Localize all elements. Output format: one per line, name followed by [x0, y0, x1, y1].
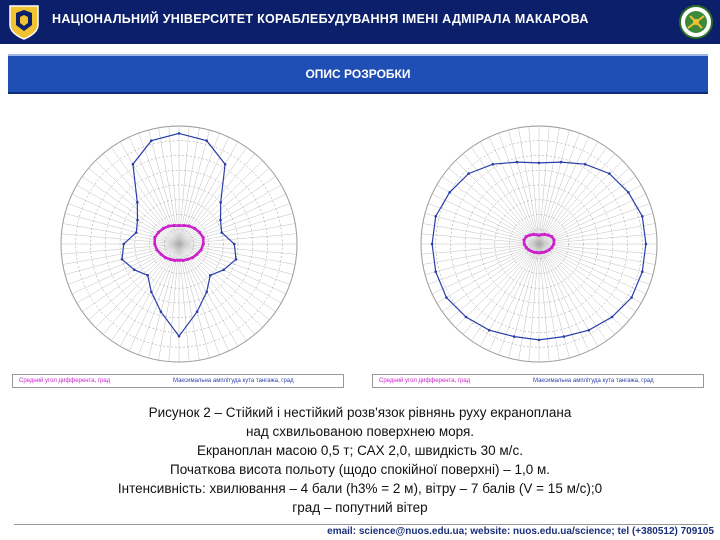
- series-max-point: [465, 316, 468, 319]
- series-max-point: [233, 243, 236, 246]
- series-max-point: [445, 296, 448, 299]
- series-mean-point: [164, 256, 167, 259]
- series-max-point: [219, 201, 222, 204]
- grid-spoke: [432, 244, 539, 294]
- figure-caption: [10, 403, 710, 517]
- series-max-point: [136, 219, 139, 222]
- series-mean-point: [527, 248, 530, 251]
- series-mean-point: [532, 233, 535, 236]
- series-max-point: [122, 243, 125, 246]
- header-bar: [0, 0, 720, 44]
- series-max-point: [205, 139, 208, 142]
- series-max-point: [220, 231, 223, 234]
- series-mean-point: [202, 242, 205, 245]
- series-max-point: [645, 243, 648, 246]
- grid-spoke: [539, 204, 650, 244]
- series-mean-point: [550, 235, 553, 238]
- series-max-point: [146, 274, 149, 277]
- series-max-point: [448, 191, 451, 194]
- series-max-point: [222, 269, 225, 272]
- series-max-point: [563, 335, 566, 338]
- grid-spoke: [539, 126, 549, 244]
- header-title: НАЦІОНАЛЬНИЙ УНІВЕРСИТЕТ КОРАБЛЕБУДУВАННЯ ІМЕНІ АДМІРАЛА МАКАРОВА: [52, 12, 589, 26]
- series-mean-point: [540, 233, 543, 236]
- series-mean-point: [162, 227, 165, 230]
- grid-spoke: [428, 204, 539, 244]
- grid-spoke: [499, 133, 539, 244]
- series-mean-point: [177, 259, 180, 262]
- grid-spoke: [179, 194, 286, 244]
- chart-legend-left: [12, 374, 344, 388]
- grid-spoke: [421, 234, 539, 244]
- series-mean-point: [525, 235, 528, 238]
- series-max-point: [160, 310, 163, 313]
- series-mean-point: [543, 233, 546, 236]
- series-max-point: [136, 201, 139, 204]
- series-mean-point: [530, 250, 533, 253]
- footer: [0, 524, 720, 540]
- series-mean-point: [535, 233, 538, 236]
- series-max-point: [488, 329, 491, 332]
- grid-spoke: [425, 244, 539, 275]
- series-max-point: [121, 258, 124, 261]
- series-max-point: [584, 163, 587, 166]
- grid-spoke: [539, 194, 646, 244]
- university-emblem-icon: [6, 3, 42, 41]
- series-mean-point: [548, 248, 551, 251]
- series-mean-point: [195, 253, 198, 256]
- series-max-point: [150, 291, 153, 294]
- series-max-point: [641, 270, 644, 273]
- series-max-point: [611, 316, 614, 319]
- series-max-point: [630, 296, 633, 299]
- footer-contacts: email: science@nuos.edu.ua; website: nuos.edu.ua/science; tel (+380512) 709105: [327, 526, 714, 537]
- grid-spoke: [539, 244, 579, 355]
- caption-line: Рисунок 2 – Стійкий і нестійкий розв'язок рівнянь руху екраноплана: [148, 405, 572, 420]
- series-max-point: [492, 163, 495, 166]
- series-mean-point: [191, 256, 194, 259]
- grid-spoke: [539, 130, 570, 244]
- grid-spoke: [539, 244, 653, 275]
- series-mean-point: [525, 246, 528, 249]
- grid-spoke: [529, 126, 539, 244]
- series-max-point: [235, 258, 238, 261]
- series-max-point: [205, 291, 208, 294]
- section-band: [8, 54, 708, 94]
- polar-chart-right-svg: [372, 116, 706, 374]
- series-max-point: [434, 215, 437, 218]
- series-max-point: [224, 163, 227, 166]
- grid-spoke: [489, 244, 539, 351]
- series-mean-point: [188, 225, 191, 228]
- series-mean-point: [177, 224, 180, 227]
- series-max-point: [132, 163, 135, 166]
- series-max-point: [178, 132, 181, 135]
- grid-spoke: [539, 244, 549, 362]
- grid-spoke: [539, 244, 650, 284]
- series-max-point: [608, 172, 611, 175]
- series-max-point: [431, 243, 434, 246]
- series-max-point: [588, 329, 591, 332]
- series-mean-point: [200, 248, 203, 251]
- grid-spoke: [508, 244, 539, 358]
- series-max-point: [641, 215, 644, 218]
- footer-divider: [14, 524, 708, 525]
- grid-spoke: [539, 213, 653, 244]
- series-max-point: [219, 219, 222, 222]
- grid-spoke: [428, 244, 539, 284]
- series-mean-point: [167, 225, 170, 228]
- series-max-point: [513, 335, 516, 338]
- legend-max-right: Максимальна амплітуда кута тангажа, град: [533, 378, 654, 384]
- series-max-point: [178, 335, 181, 338]
- science-emblem-icon: [678, 3, 714, 41]
- series-mean-point: [523, 242, 526, 245]
- series-max-point: [538, 339, 541, 342]
- series-max-point: [516, 161, 519, 164]
- caption-line: Інтенсивність: хвилювання – 4 бали (h3% = 2 м), вітру – 7 балів (V = 15 м/с);0: [117, 481, 603, 496]
- grid-spoke: [179, 204, 290, 244]
- grid-spoke: [508, 130, 539, 244]
- caption-line: Екраноплан масою 0,5 т; САХ 2,0, швидкість 30 м/с.: [197, 443, 523, 458]
- grid-spoke: [539, 244, 570, 358]
- polar-chart-left: [12, 116, 346, 388]
- series-mean-point: [153, 236, 156, 239]
- series-mean-point: [186, 258, 189, 261]
- series-mean-point: [552, 238, 555, 241]
- grid-spoke: [425, 213, 539, 244]
- legend-max-left: Максимальна амплітуда кута тангажа, град: [173, 378, 294, 384]
- series-mean-point: [153, 242, 156, 245]
- series-max-point: [538, 162, 541, 165]
- series-max-point: [133, 269, 136, 272]
- caption-line: град – попутний вітер: [292, 500, 428, 515]
- grid-spoke: [421, 244, 539, 254]
- series-mean-point: [198, 231, 201, 234]
- polar-chart-right: [372, 116, 706, 388]
- caption-line: над схвильованою поверхнею моря.: [245, 424, 475, 439]
- series-mean-point: [546, 234, 549, 237]
- grid-spoke: [61, 234, 179, 244]
- series-mean-point: [155, 248, 158, 251]
- chart-legend-right: [372, 374, 704, 388]
- section-title: ОПИС РОЗРОБКИ: [305, 67, 411, 81]
- series-mean-point: [160, 253, 163, 256]
- series-max-point: [150, 139, 153, 142]
- series-max-point: [560, 161, 563, 164]
- series-mean-point: [182, 224, 185, 227]
- polar-chart-left-svg: [12, 116, 346, 374]
- series-mean-point: [522, 238, 525, 241]
- series-mean-point: [202, 236, 205, 239]
- grid-spoke: [68, 204, 179, 244]
- caption-line: Початкова висота польоту (щодо спокійної поверхні) – 1,0 м.: [169, 462, 551, 477]
- series-mean-point: [172, 224, 175, 227]
- series-max-point: [209, 274, 212, 277]
- series-mean-point: [169, 258, 172, 261]
- series-max-point: [434, 270, 437, 273]
- grid-spoke: [529, 244, 539, 362]
- series-max-point: [196, 310, 199, 313]
- series-max-point: [627, 191, 630, 194]
- legend-mean-right: Средний угол дифферента, град: [379, 378, 471, 384]
- series-mean-point: [550, 246, 553, 249]
- series-max-point: [467, 172, 470, 175]
- series-mean-point: [193, 227, 196, 230]
- grid-spoke: [72, 244, 179, 294]
- series-mean-point: [157, 231, 160, 234]
- series-max-point: [135, 231, 138, 234]
- series-mean-point: [529, 234, 532, 237]
- series-mean-point: [173, 259, 176, 262]
- legend-mean-left: Средний угол дифферента, град: [19, 378, 111, 384]
- grid-spoke: [539, 133, 579, 244]
- grid-spoke: [499, 244, 539, 355]
- series-mean-point: [552, 242, 555, 245]
- series-mean-point: [182, 259, 185, 262]
